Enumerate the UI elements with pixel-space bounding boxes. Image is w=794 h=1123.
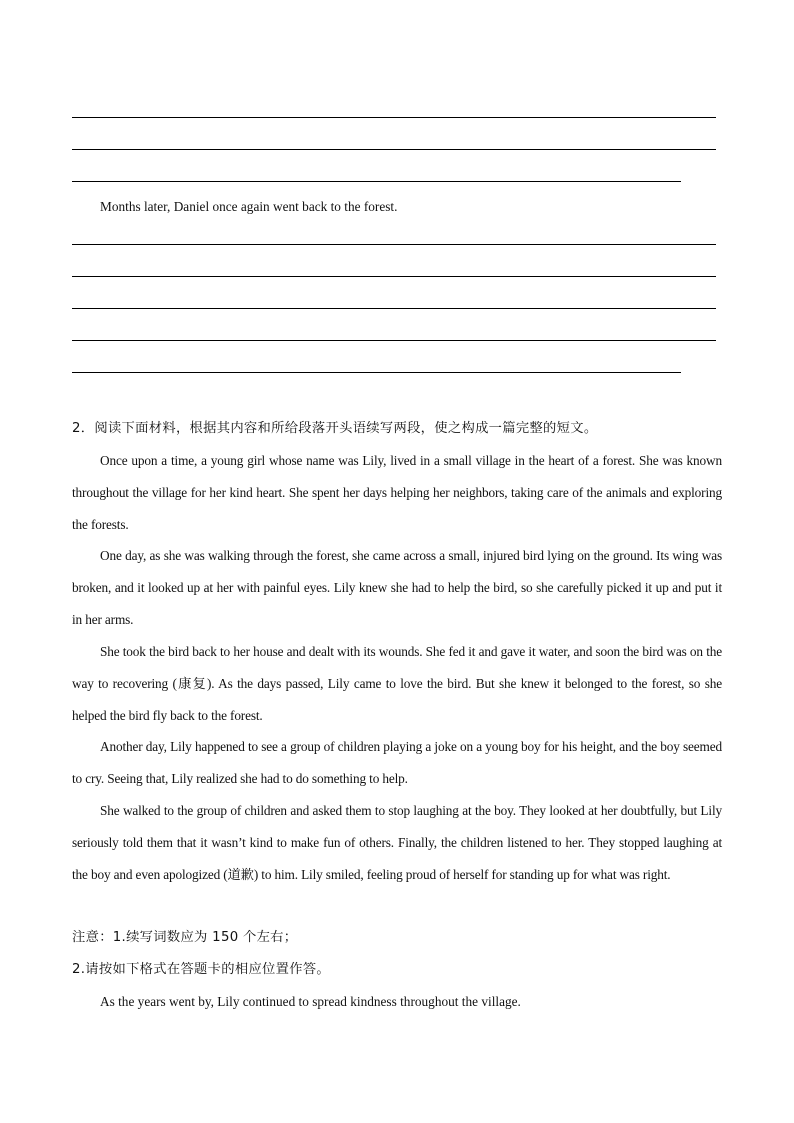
writing-line-short	[72, 372, 681, 373]
writing-line	[72, 340, 716, 341]
question-2-instruction: 2．阅读下面材料，根据其内容和所给段落开头语续写两段，使之构成一篇完整的短文。	[72, 421, 598, 436]
continuation-prompt: As the years went by, Lily continued to spread kindness throughout the village.	[100, 994, 521, 1009]
note-format: 2.请按如下格式在答题卡的相应位置作答。	[72, 962, 331, 977]
story-paragraph-1: Once upon a time, a young girl whose name was Lily, lived in a small village in the heart of a forest. She was known throughout the village for her kind heart. She spent her days helping her neighbors, taking care of the animals and exploring the forests.	[72, 453, 722, 532]
writing-line	[72, 149, 716, 150]
story-paragraph-3: She took the bird back to her house and dealt with its wounds. She fed it and gave it water, and soon the bird was on the way to recovering (康复). As the days passed, Lily came to love the bird. But she knew it belonged to the forest, so she helped the bird fly back to the forest.	[72, 644, 722, 723]
story-paragraph-4: Another day, Lily happened to see a group of children playing a joke on a young boy for his height, and the boy seemed to cry. Seeing that, Lily realized she had to do something to help.	[72, 739, 722, 786]
writing-line	[72, 117, 716, 118]
writing-line	[72, 308, 716, 309]
note-word-count: 注意：1.续写词数应为 150 个左右；	[72, 930, 298, 945]
writing-line	[72, 244, 716, 245]
writing-line-short	[72, 181, 681, 182]
writing-line	[72, 276, 716, 277]
paragraph-prompt-daniel: Months later, Daniel once again went back to the forest.	[100, 199, 398, 214]
story-paragraph-5: She walked to the group of children and asked them to stop laughing at the boy. They looked at her doubtfully, but Lily seriously told them that it wasn’t kind to make fun of others. Finally, the children listened to her. They stopped laughing at the boy and even apologized (道歉) to him. Lily smiled, feeling proud of herself for standing up for what was right.	[72, 803, 722, 882]
story-paragraph-2: One day, as she was walking through the forest, she came across a small, injured bird lying on the ground. Its wing was broken, and it looked up at her with painful eyes. Lily knew she had to help the bird, so she carefully picked it up and put it in her arms.	[72, 548, 722, 627]
